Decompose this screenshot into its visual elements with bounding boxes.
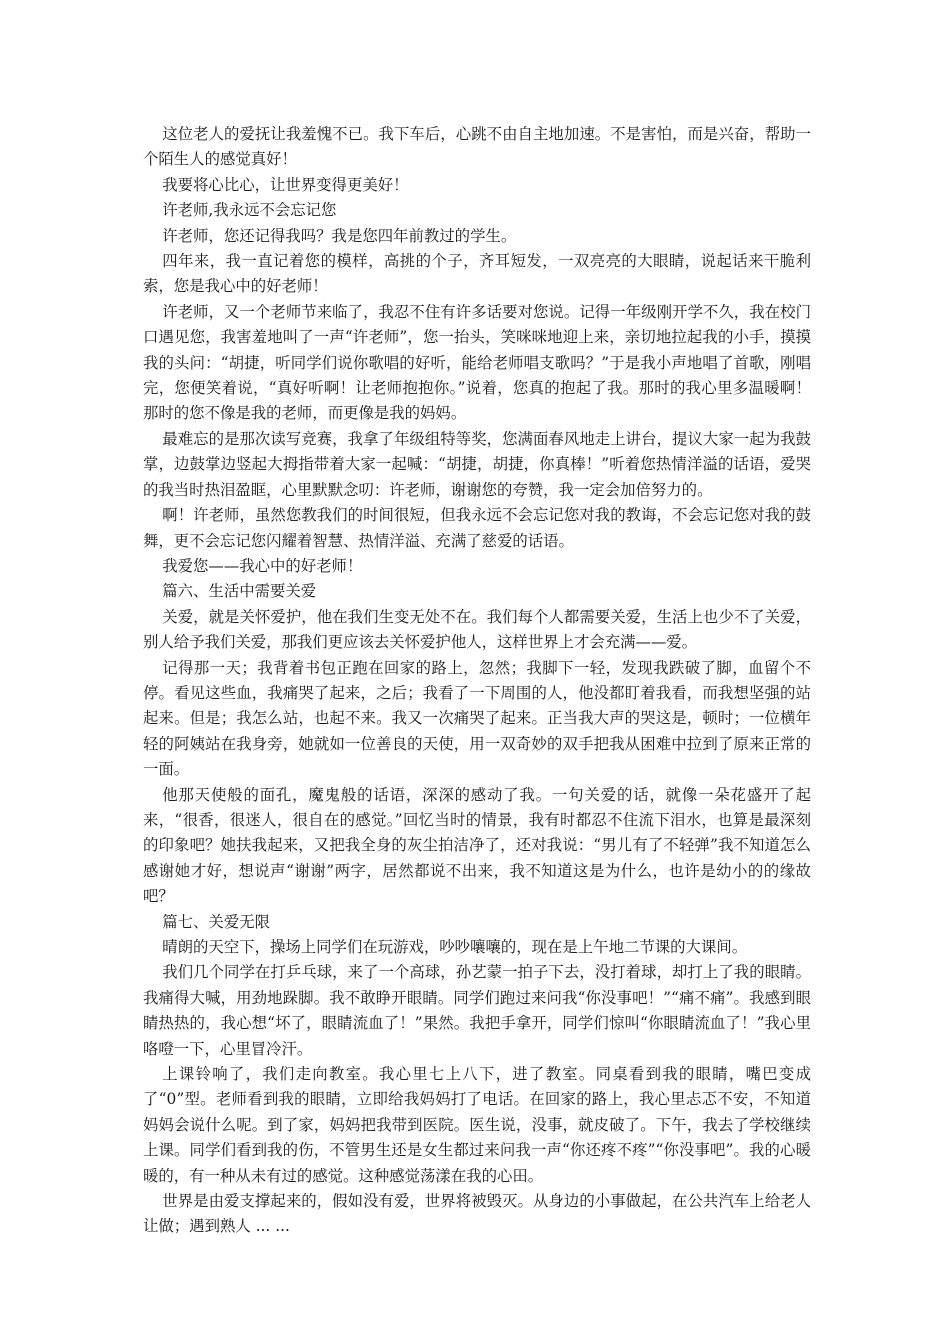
paragraph: 上课铃响了，我们走向教室。我心里七上八下，进了教室。同桌看到我的眼睛，嘴巴变成了“0”型。老师看到我的眼睛，立即给我妈妈打了电话。在回家的路上，我心里忐忑不安，不知道妈妈会说什么呢。到了家，妈妈把我带到医院。医生说，没事，就皮破了。下午，我去了学校继续上课。同学们看到我的伤，不管男生还是女生都过来问我一声“你还疼不疼”“你没事吧”。我的心暖暖的，有一种从未有过的感觉。这种感觉荡漾在我的心田。 — [143, 1065, 811, 1185]
paragraph: 世界是由爱支撑起来的，假如没有爱，世界将被毁灭。从身边的小事做起，在公共汽车上给老人让做；遇到熟人 ... ... — [143, 1192, 811, 1236]
document-body — [143, 122, 811, 1240]
paragraph: 这位老人的爱抚让我羞愧不已。我下车后，心跳不由自主地加速。不是害怕，而是兴奋，帮助一个陌生人的感觉真好！ — [143, 125, 811, 169]
paragraph: 我们几个同学在打乒乓球，来了一个高球，孙艺蒙一拍子下去，没打着球，却打上了我的眼睛。我痛得大喊，用劲地跺脚。我不敢睁开眼睛。同学们跑过来问我“你没事吧！”“痛不痛”。我感到眼睛热热的，我心想“坏了，眼睛流血了！”果然。我把手拿开，同学们惊叫“你眼睛流血了！”我心里咯噔一下，心里冒冷汗。 — [143, 963, 811, 1058]
paragraph: 啊！许老师，虽然您教我们的时间很短，但我永远不会忘记您对我的教诲，不会忘记您对我的鼓舞，更不会忘记您闪耀着智慧、热情洋溢、充满了慈爱的话语。 — [143, 506, 811, 550]
paragraph: 许老师，又一个老师节来临了，我忍不住有许多话要对您说。记得一年级刚开学不久，我在校门口遇见您，我害羞地叫了一声“许老师”，您一抬头，笑咪咪地迎上来，亲切地拉起我的小手，摸摸我的头问：“胡捷，听同学们说你歌唱的好听，能给老师唱支歌吗？”于是我小声地唱了首歌，刚唱完，您便笑着说，“真好听啊！让老师抱抱你。”说着，您真的抱起了我。那时的我心里多温暖啊！那时的您不像是我的老师，而更像是我的妈妈。 — [143, 302, 811, 423]
paragraph: 我要将心比心，让世界变得更美好！ — [162, 175, 409, 194]
paragraph: 他那天使般的面孔，魔鬼般的话语，深深的感动了我。一句关爱的话，就像一朵花盛开了起来，“很香，很迷人，很自在的感觉。”回忆当时的情景，我有时都忍不住流下泪水，也算是最深刻的印象吧？她扶我起来，又把我全身的灰尘拍洁净了，还对我说：“男儿有了不轻弹”我不知道怎么感谢她才好，想说声“谢谢”两字，居然都说不出来，我不知道这是为什么，也许是幼小的的缘故吧？ — [143, 785, 811, 906]
paragraph: 我爱您——我心中的好老师！ — [162, 556, 363, 575]
heading-xu-teacher: 许老师,我永远不会忘记您 — [162, 201, 337, 220]
paragraph: 许老师，您还记得我吗？我是您四年前教过的学生。 — [162, 226, 517, 245]
paragraph: 最难忘的是那次读写竞赛，我拿了年级组特等奖，您满面春风地走上讲台，提议大家一起为我鼓掌，边鼓掌边竖起大拇指带着大家一起喊：“胡捷，胡捷，你真棒！”听着您热情洋溢的话语，爱哭的我当时热泪盈眶，心里默默念叨：许老师，谢谢您的夸赞，我一定会加倍努力的。 — [143, 429, 811, 499]
paragraph: 晴朗的天空下，操场上同学们在玩游戏，吵吵嚷嚷的，现在是上午地二节课的大课间。 — [162, 938, 748, 956]
paragraph: 关爱，就是关怀爱护，他在我们生变无处不在。我们每个人都需要关爱，生活上也少不了关爱，别人给予我们关爱，那我们更应该去关怀爱护他人，这样世界上才会充满——爱。 — [143, 607, 811, 652]
paragraph: 记得那一天；我背着书包正跑在回家的路上，忽然；我脚下一轻，发现我跌破了脚，血留个不停。看见这些血，我痛哭了起来，之后；我看了一下周围的人，他没都盯着我看，而我想坚强的站起来。但是；我怎么站，也起不来。我又一次痛哭了起来。正当我大声的哭这是，顿时；一位横年轻的阿姨站在我身旁，她就如一位善良的天使，用一双奇妙的双手把我从困难中拉到了原来正常的一面。 — [143, 658, 811, 779]
paragraph: 四年来，我一直记着您的模样，高挑的个子，齐耳短发，一双亮亮的大眼睛，说起话来干脆利索，您是我心中的好老师！ — [143, 252, 811, 296]
heading-section-seven: 篇七、关爱无限 — [162, 912, 270, 931]
heading-section-six: 篇六、生活中需要关爱 — [162, 582, 317, 601]
